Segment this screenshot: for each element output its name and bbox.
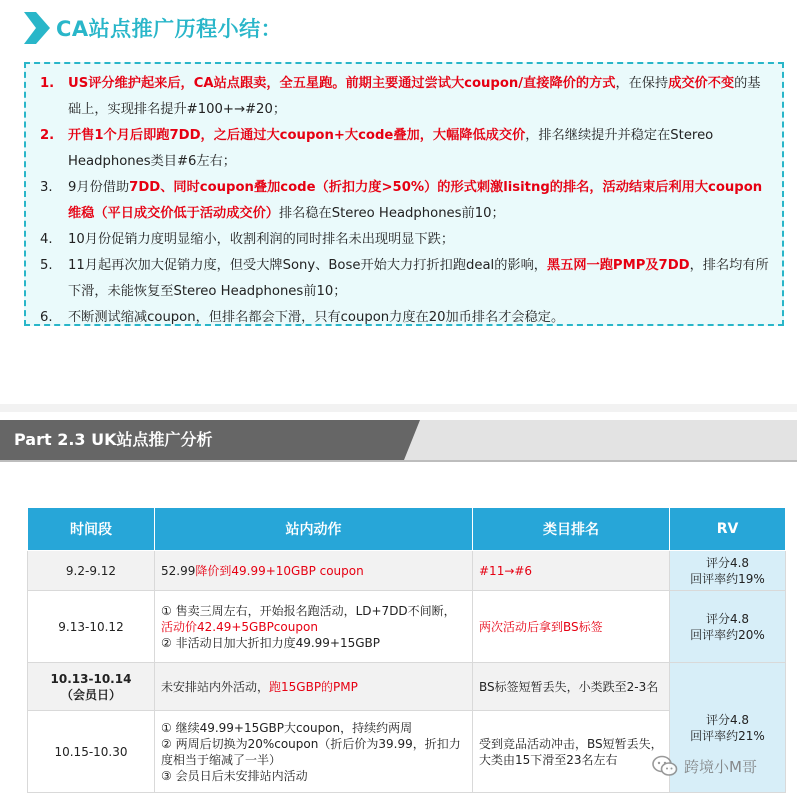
text-segment: 未安排站内外活动， bbox=[161, 679, 270, 694]
text-segment: 的基础上，实现排名提升#100+→#20； bbox=[68, 76, 761, 117]
list-number: 6. bbox=[40, 310, 53, 325]
section-divider bbox=[0, 404, 797, 412]
cell-period bbox=[28, 711, 155, 793]
cell-action bbox=[155, 551, 473, 591]
list-number: 3. bbox=[40, 180, 53, 195]
text-segment: 7DD、同时coupon叠加code（折扣力度>50%）的形式刺激lisitng的排名，活动结束后利用大coupon维稳（平日成交价低于活动成交价） bbox=[68, 180, 763, 221]
text-segment: ，排名均有所下滑，未能恢复至Stereo Headphones前10； bbox=[68, 258, 769, 299]
list-number: 4. bbox=[40, 232, 53, 247]
cell-period bbox=[28, 551, 155, 591]
table-row bbox=[28, 591, 786, 663]
cell-action bbox=[155, 663, 473, 711]
part-header-rule bbox=[0, 460, 797, 462]
text-segment: ，在保持 bbox=[615, 76, 669, 91]
action-line bbox=[161, 619, 466, 635]
text-segment: 开售1个月后即跑7DD，之后通过大coupon+大code叠加，大幅降低成交价 bbox=[68, 128, 526, 143]
period-text: 9.13-10.12 bbox=[58, 619, 124, 634]
action-line bbox=[161, 768, 466, 784]
table-row bbox=[28, 551, 786, 591]
list-number: 5. bbox=[40, 258, 53, 273]
list-item bbox=[36, 305, 772, 331]
text-segment: ③ 会员日后未安排站内活动 bbox=[161, 768, 308, 783]
period-text: 10.13-10.14 bbox=[50, 671, 132, 686]
text-segment: ② 非活动日加大折扣力度49.99+15GBP bbox=[161, 635, 381, 650]
text-segment: 降价到49.99+10GBP coupon bbox=[195, 563, 364, 578]
rank-line bbox=[479, 736, 663, 768]
wechat-icon bbox=[652, 755, 678, 777]
action-line bbox=[161, 603, 466, 619]
cell-rank bbox=[473, 663, 670, 711]
action-line bbox=[161, 635, 466, 651]
text-segment: 活动价42.49+5GBPcoupon bbox=[161, 619, 318, 634]
text-segment: 黑五网一跑PMP及7DD bbox=[546, 258, 690, 273]
header-period: 时间段 bbox=[28, 508, 155, 551]
period-text: 10.15-10.30 bbox=[54, 744, 128, 759]
ca-summary-heading bbox=[22, 8, 282, 48]
rv-line: 评分4.8 bbox=[705, 712, 750, 727]
rv-line: 评分4.8 bbox=[705, 555, 750, 570]
rank-line bbox=[479, 563, 663, 579]
header-action: 站内动作 bbox=[155, 508, 473, 551]
text-segment: #11→#6 bbox=[479, 563, 533, 578]
text-segment: 11月起再次加大促销力度，但受大牌Sony、Bose开始大力打折扣跑deal的影响， bbox=[68, 258, 547, 273]
watermark-text: 跨境小M哥 bbox=[684, 757, 757, 776]
rv-line: 回评率约20% bbox=[690, 627, 765, 642]
action-line bbox=[161, 563, 466, 579]
period-text: 9.2-9.12 bbox=[65, 563, 117, 578]
cell-period bbox=[28, 663, 155, 711]
uk-promotion-table bbox=[27, 507, 786, 793]
text-segment: 受到竞品活动冲击，BS短暂丢失，大类由15下滑至23名左右 bbox=[479, 736, 663, 767]
list-item bbox=[36, 227, 772, 253]
list-item bbox=[36, 71, 772, 123]
rank-line bbox=[479, 679, 663, 695]
list-item bbox=[36, 123, 772, 175]
list-item bbox=[36, 253, 772, 305]
action-line bbox=[161, 679, 466, 695]
text-segment: US评分维护起来后，CA站点跟卖，全五星跑。前期主要通过尝试大coupon/直接降价的方式 bbox=[68, 76, 616, 91]
cell-rv bbox=[670, 591, 786, 663]
action-line bbox=[161, 736, 466, 768]
rv-line: 回评率约21% bbox=[690, 728, 765, 743]
text-segment: 跑15GBP的PMP bbox=[269, 679, 358, 694]
text-segment: 不断测试缩减coupon，但排名都会下滑，只有coupon力度在20加币排名才会稳定。 bbox=[68, 310, 565, 325]
ca-summary-box bbox=[24, 62, 784, 326]
list-number: 1. bbox=[40, 76, 55, 91]
text-segment: ① 售卖三周左右，开始报名跑活动，LD+7DD不间断， bbox=[161, 603, 456, 618]
text-segment: 10月份促销力度明显缩小，收割利润的同时排名未出现明显下跌； bbox=[68, 232, 455, 247]
text-segment: 两次活动后拿到BS标签 bbox=[479, 619, 603, 634]
period-note: （会员日） bbox=[60, 687, 121, 702]
header-rv: RV bbox=[670, 508, 786, 551]
header-rank: 类目排名 bbox=[473, 508, 670, 551]
text-segment: 9月份借助 bbox=[68, 180, 130, 195]
table-row bbox=[28, 663, 786, 711]
text-segment: 成交价不变 bbox=[668, 76, 735, 91]
chevron-right-icon bbox=[22, 10, 52, 46]
cell-period bbox=[28, 591, 155, 663]
list-number: 2. bbox=[40, 128, 55, 143]
part-header bbox=[0, 420, 797, 460]
action-line bbox=[161, 720, 466, 736]
rv-line: 评分4.8 bbox=[705, 611, 750, 626]
rv-line: 回评率约19% bbox=[690, 571, 765, 586]
text-segment: ① 继续49.99+15GBP大coupon，持续约两周 bbox=[161, 720, 413, 735]
cell-rv bbox=[670, 551, 786, 591]
text-segment: BS标签短暂丢失，小类跌至2-3名 bbox=[479, 679, 659, 694]
cell-rank bbox=[473, 551, 670, 591]
text-segment: 排名稳在Stereo Headphones前10； bbox=[279, 206, 505, 221]
list-item bbox=[36, 175, 772, 227]
text-segment: ，排名继续提升并稳定在Stereo Headphones类目#6左右； bbox=[68, 128, 714, 169]
cell-rank bbox=[473, 711, 670, 793]
part-header-title: Part 2.3 UK站点推广分析 bbox=[14, 430, 213, 449]
cell-action bbox=[155, 711, 473, 793]
ca-summary-list bbox=[36, 71, 772, 331]
table-header-row bbox=[28, 508, 786, 551]
watermark bbox=[652, 752, 757, 780]
ca-summary-title: CA站点推广历程小结： bbox=[56, 17, 283, 41]
rank-line bbox=[479, 619, 663, 635]
text-segment: 52.99 bbox=[161, 563, 196, 578]
part-header-bg bbox=[404, 420, 797, 460]
cell-rank bbox=[473, 591, 670, 663]
text-segment: ② 两周后切换为20%coupon（折后价为39.99，折扣力度相当于缩减了一半） bbox=[161, 736, 461, 767]
cell-action bbox=[155, 591, 473, 663]
